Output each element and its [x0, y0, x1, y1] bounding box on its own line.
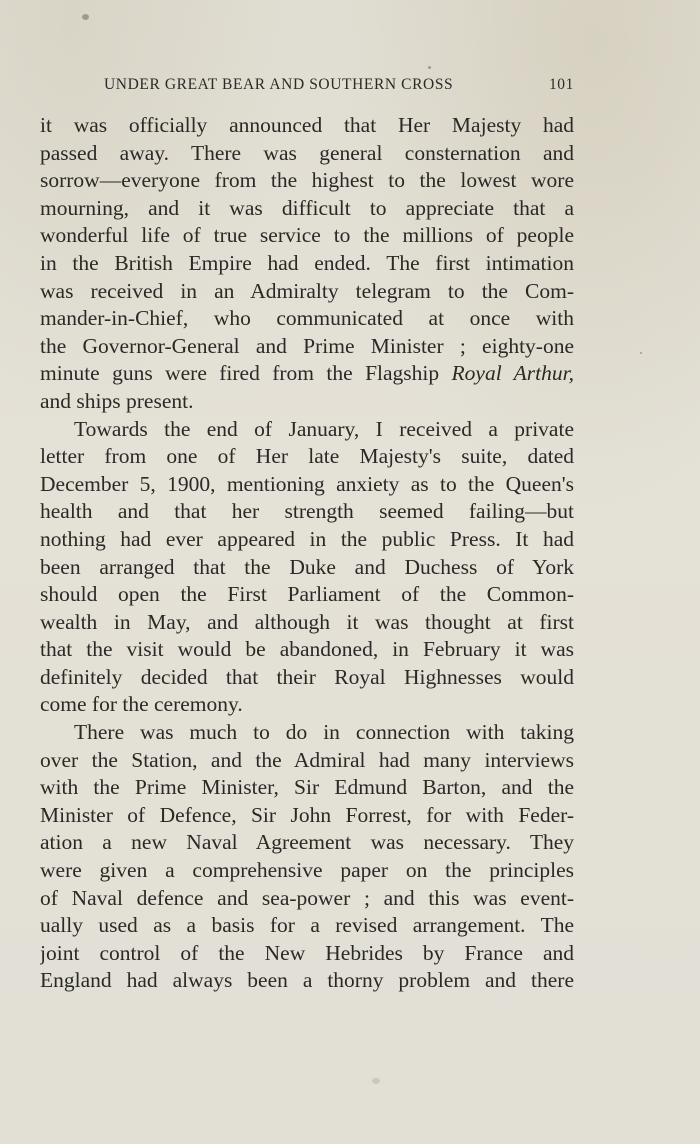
- paper-speck: [82, 14, 89, 20]
- paper-speck: [640, 352, 642, 354]
- text-line: the Governor-General and Prime Minister ; eighty-one: [40, 333, 574, 358]
- running-title: UNDER GREAT BEAR AND SOUTHERN CROSS: [104, 76, 454, 93]
- text-line: definitely decided that their Royal Highnesses would: [40, 664, 574, 689]
- text-line: England had always been a thorny problem and there: [40, 968, 574, 993]
- text-line: wonderful life of true service to the millions of people: [40, 223, 574, 248]
- ship-name: Royal Arthur,: [451, 361, 574, 386]
- text-line: come for the ceremony.: [40, 692, 243, 717]
- text-line: nothing had ever appeared in the public Press. It had: [40, 526, 574, 551]
- text-line: been arranged that the Duke and Duchess of York: [40, 554, 574, 579]
- text-line: December 5, 1900, mentioning anxiety as to the Queen's: [40, 471, 574, 496]
- paper-speck: [372, 1078, 380, 1084]
- text-line: that the visit would be abandoned, in February it was: [40, 637, 574, 662]
- text-line: should open the First Parliament of the Common-: [40, 582, 574, 607]
- text-line: were given a comprehensive paper on the principles: [40, 858, 574, 883]
- text-line: mourning, and it was difficult to appreciate that a: [40, 195, 574, 220]
- paragraph-start-line: There was much to do in connection with taking: [74, 720, 574, 745]
- text-line: ation a new Naval Agreement was necessary. They: [40, 830, 574, 855]
- text-line: letter from one of Her late Majesty's suite, dated: [40, 444, 574, 469]
- text-line: and ships present.: [40, 388, 194, 413]
- text-line-with-italic: [40, 360, 574, 388]
- text-line: health and that her strength seemed failing—but: [40, 499, 574, 524]
- text-line: in the British Empire had ended. The first intimation: [40, 250, 574, 275]
- paper-speck: [428, 66, 431, 69]
- text-line: Minister of Defence, Sir John Forrest, for with Feder-: [40, 802, 574, 827]
- text-line: joint control of the New Hebrides by France and: [40, 940, 574, 965]
- text-line: ually used as a basis for a revised arrangement. The: [40, 913, 574, 938]
- text-line: passed away. There was general consternation and: [40, 140, 574, 165]
- text-line: mander-in-Chief, who communicated at once with: [40, 306, 574, 331]
- text-line: of Naval defence and sea-power ; and this was event-: [40, 885, 574, 910]
- text-line: over the Station, and the Admiral had many interviews: [40, 747, 574, 772]
- text-line: sorrow—everyone from the highest to the lowest wore: [40, 168, 574, 193]
- text-line: wealth in May, and although it was thought at first: [40, 609, 574, 634]
- body-text: [40, 112, 574, 995]
- page-number: 101: [548, 76, 574, 93]
- paragraph-start-line: Towards the end of January, I received a private: [74, 416, 574, 441]
- text-line: it was officially announced that Her Majesty had: [40, 113, 574, 137]
- text-fragment: minute guns were fired from the Flagship: [40, 361, 452, 386]
- text-line: was received in an Admiralty telegram to the Com-: [40, 278, 574, 303]
- text-line: with the Prime Minister, Sir Edmund Barton, and the: [40, 775, 574, 800]
